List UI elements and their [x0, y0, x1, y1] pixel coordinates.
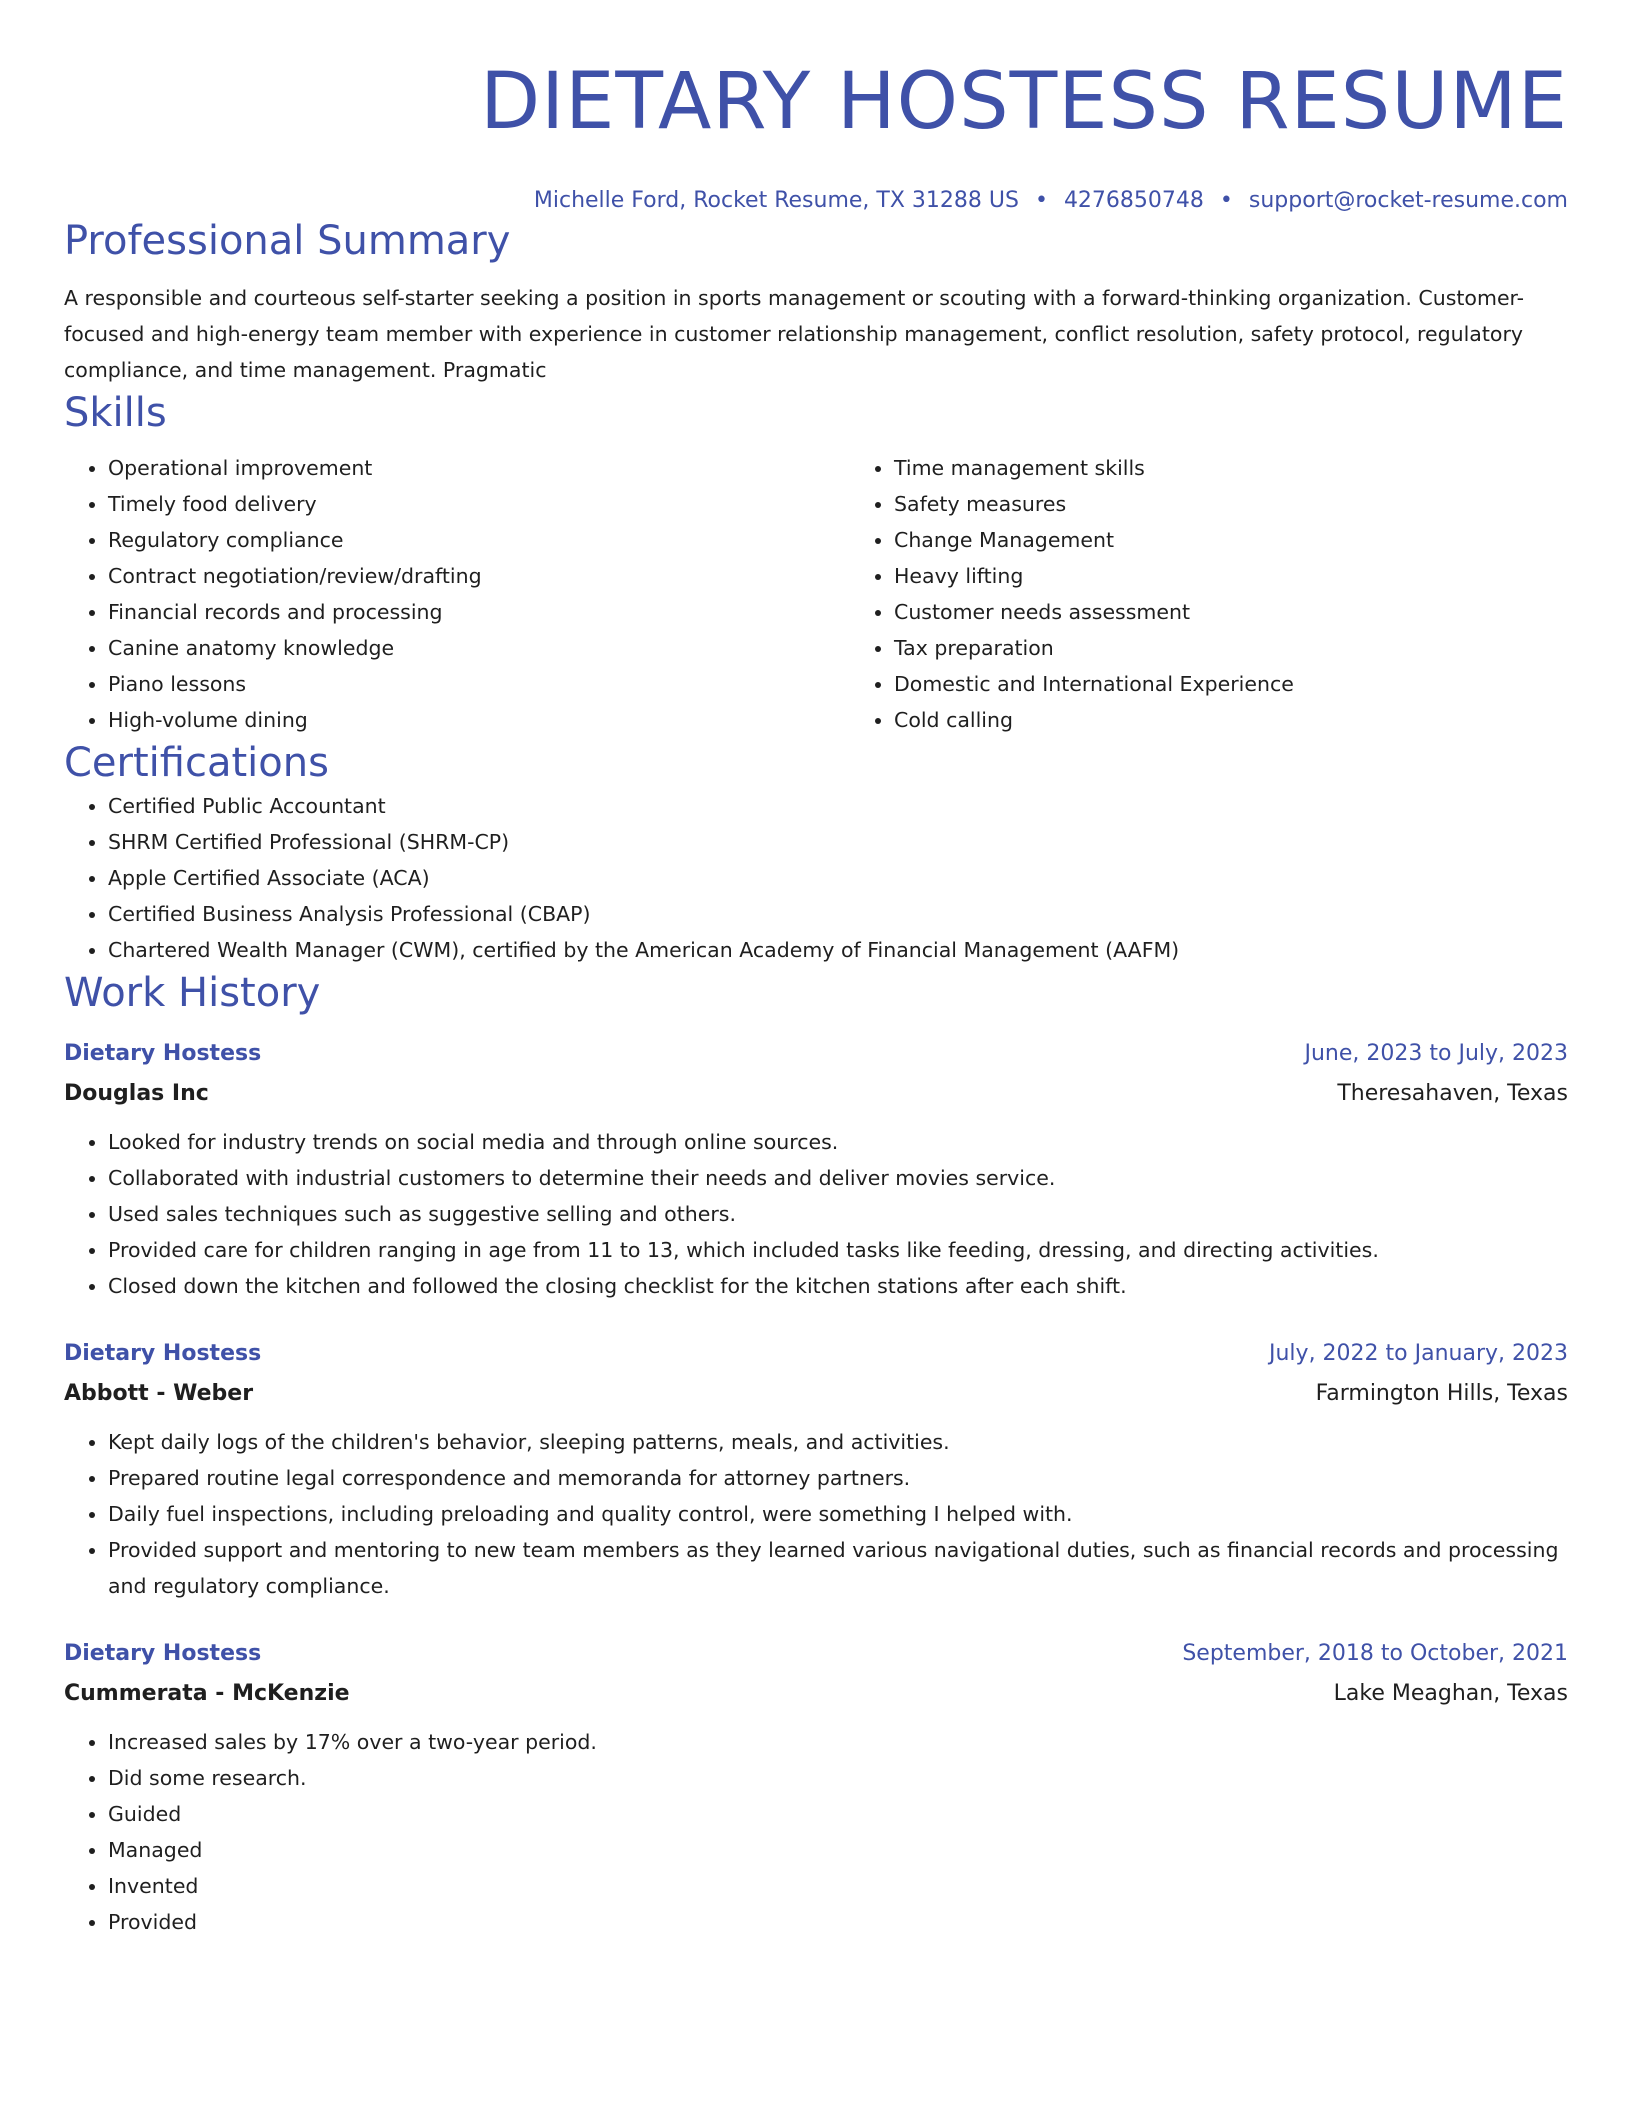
job-company: Abbott - Weber — [64, 1381, 254, 1406]
skill-item: • Piano lessons — [108, 666, 850, 702]
certification-item: • Certified Business Analysis Professional (CBAP) — [108, 896, 1568, 932]
skill-item: • Timely food delivery — [108, 486, 850, 522]
job-duties-list — [64, 1724, 1568, 1940]
skill-item: • Heavy lifting — [894, 558, 1632, 594]
job-location: Farmington Hills, Texas — [1315, 1381, 1568, 1406]
job-duty: • Guided — [108, 1796, 1568, 1832]
job-dates: July, 2022 to January, 2023 — [1269, 1341, 1568, 1366]
skill-item: • Safety measures — [894, 486, 1632, 522]
skill-item: • Cold calling — [894, 702, 1632, 738]
job-company-row — [64, 1074, 1568, 1114]
job-location: Lake Meaghan, Texas — [1333, 1681, 1568, 1706]
job-company-row — [64, 1674, 1568, 1714]
certification-item: • Chartered Wealth Manager (CWM), certified by the American Academy of Financial Management (AAFM) — [108, 932, 1568, 968]
skills-list-left — [64, 450, 850, 738]
job-dates: September, 2018 to October, 2021 — [1182, 1641, 1568, 1666]
job-duties-list — [64, 1124, 1568, 1304]
skill-item: • Regulatory compliance — [108, 522, 850, 558]
job-duty: • Invented — [108, 1868, 1568, 1904]
job-duty: • Provided care for children ranging in age from 11 to 13, which included tasks like feeding, dressing, and directing activities. — [108, 1232, 1568, 1268]
skill-item: • Tax preparation — [894, 630, 1632, 666]
contact-line — [64, 186, 1568, 216]
job-duty: • Closed down the kitchen and followed the closing checklist for the kitchen stations after each shift. — [108, 1268, 1568, 1304]
job-duty: • Managed — [108, 1832, 1568, 1868]
job-duty: • Daily fuel inspections, including preloading and quality control, were something I helped with. — [108, 1496, 1568, 1532]
job-dates: June, 2023 to July, 2023 — [1304, 1041, 1568, 1066]
skill-item: • Customer needs assessment — [894, 594, 1632, 630]
resume-title: DIETARY HOSTESS RESUME — [480, 57, 1568, 147]
job-title-row — [64, 1334, 1568, 1374]
job-duty: • Prepared routine legal correspondence and memoranda for attorney partners. — [108, 1460, 1568, 1496]
certification-item: • Certified Public Accountant — [108, 788, 1568, 824]
skill-item: • Operational improvement — [108, 450, 850, 486]
job-company-row — [64, 1374, 1568, 1414]
job-company: Cummerata - McKenzie — [64, 1681, 350, 1706]
skill-item: • Canine anatomy knowledge — [108, 630, 850, 666]
job-company: Douglas Inc — [64, 1081, 209, 1106]
contact-phone: 4276850748 — [1063, 188, 1204, 213]
job-entry — [64, 1334, 1568, 1604]
contact-separator: • — [1219, 188, 1233, 213]
certification-item: • Apple Certified Associate (ACA) — [108, 860, 1568, 896]
job-duties-list — [64, 1424, 1568, 1604]
job-location: Theresahaven, Texas — [1337, 1081, 1568, 1106]
job-title-row — [64, 1034, 1568, 1074]
section-heading-certifications: Certifications — [64, 740, 329, 786]
job-duty: • Collaborated with industrial customers to determine their needs and deliver movies service. — [108, 1160, 1568, 1196]
job-duty: • Looked for industry trends on social media and through online sources. — [108, 1124, 1568, 1160]
job-duty: • Did some research. — [108, 1760, 1568, 1796]
section-heading-work-history: Work History — [64, 970, 321, 1016]
section-heading-summary: Professional Summary — [64, 218, 511, 264]
summary-text: A responsible and courteous self-starter seeking a position in sports management or scouting with a forward-thinking organization. Customer-focused and high-energy team member with experience in customer relationship management, conflict resolution, safety protocol, regulatory compliance, and time management. Pragmatic — [64, 286, 1525, 382]
skill-item: • Financial records and processing — [108, 594, 850, 630]
skills-list-right — [850, 450, 1632, 738]
skills-columns — [64, 450, 1568, 738]
job-duty: • Provided — [108, 1904, 1568, 1940]
job-duty: • Kept daily logs of the children's behavior, sleeping patterns, meals, and activities. — [108, 1424, 1568, 1460]
job-title: Dietary Hostess — [64, 1641, 262, 1666]
section-heading-skills: Skills — [64, 390, 167, 436]
job-duty: • Used sales techniques such as suggestive selling and others. — [108, 1196, 1568, 1232]
skill-item: • Time management skills — [894, 450, 1632, 486]
job-title-row — [64, 1634, 1568, 1674]
job-entry — [64, 1034, 1568, 1304]
job-title: Dietary Hostess — [64, 1341, 262, 1366]
contact-address: Michelle Ford, Rocket Resume, TX 31288 US — [533, 188, 1019, 213]
certification-item: • SHRM Certified Professional (SHRM-CP) — [108, 824, 1568, 860]
skill-item: • Domestic and International Experience — [894, 666, 1632, 702]
job-duty: • Increased sales by 17% over a two-year period. — [108, 1724, 1568, 1760]
job-entry — [64, 1634, 1568, 1940]
contact-separator: • — [1034, 188, 1048, 213]
job-title: Dietary Hostess — [64, 1041, 262, 1066]
job-duty: • Provided support and mentoring to new team members as they learned various navigational duties, such as financial records and processing and regulatory compliance. — [108, 1532, 1568, 1604]
skill-item: • Change Management — [894, 522, 1632, 558]
certifications-list — [64, 788, 1568, 968]
skill-item: • Contract negotiation/review/drafting — [108, 558, 850, 594]
skill-item: • High-volume dining — [108, 702, 850, 738]
contact-email[interactable]: support@rocket-resume.com — [1248, 188, 1568, 213]
